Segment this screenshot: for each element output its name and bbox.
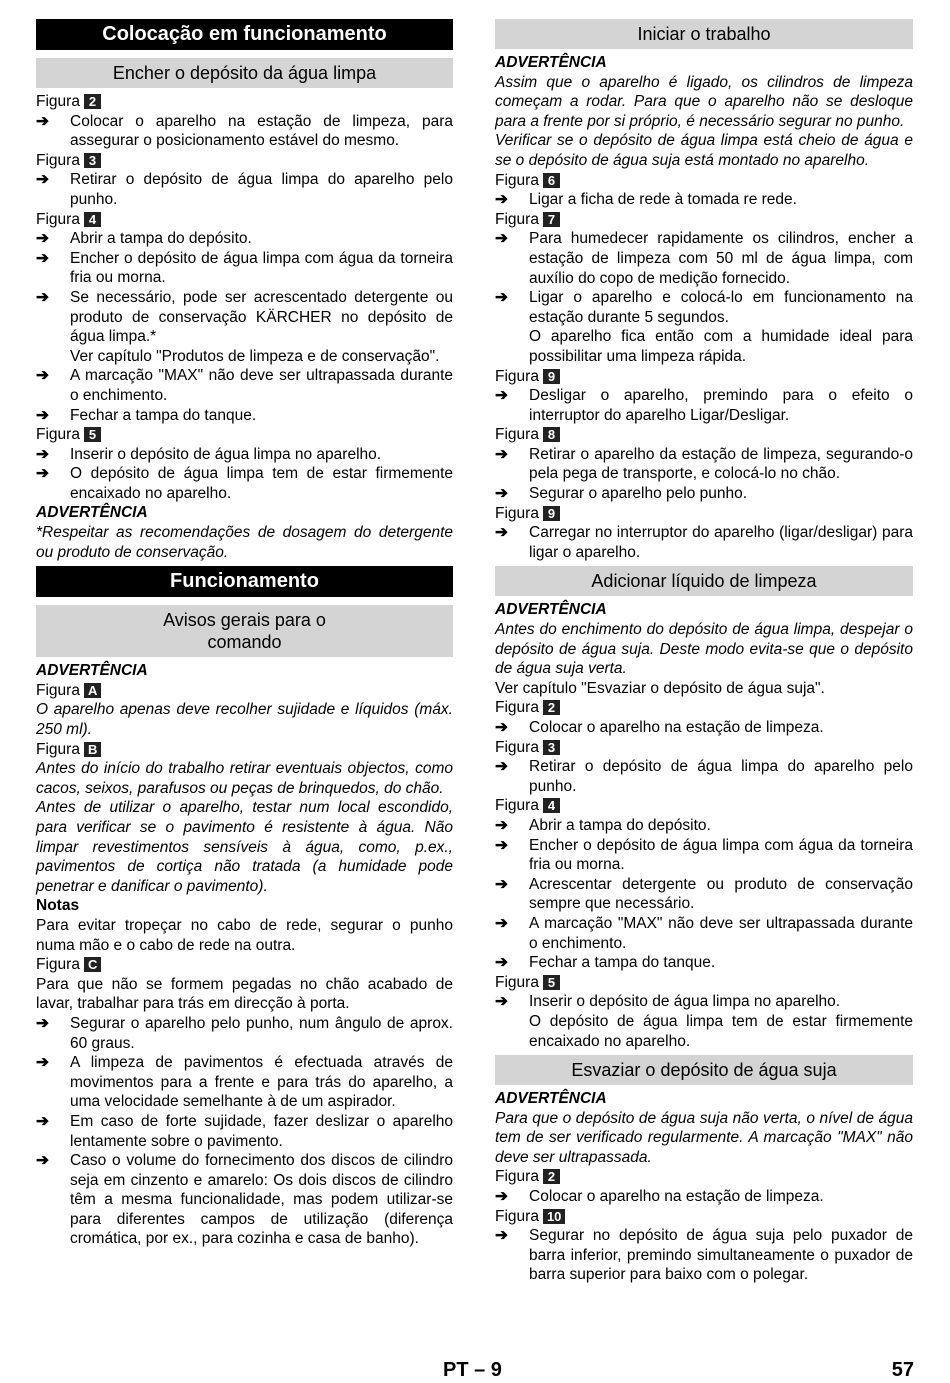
arrow-right-icon: ➔ — [36, 171, 49, 189]
warning-text: Antes de utilizar o aparelho, testar num local escondido, para verificar se o pavimento é resistente à água. Não limpar revestimentos sensíveis à água, como, p.ex., pavimentos de cortiça não tratada (a humidade pode penetrar e danificar o pavimento). — [36, 799, 453, 895]
arrow-right-icon: ➔ — [495, 1188, 508, 1206]
figure-ref: Figura B — [36, 740, 453, 760]
section-heading-setup: Colocação em funcionamento — [36, 19, 453, 50]
figure-ref: Figura 9 — [495, 504, 913, 524]
figure-ref: Figura 3 — [495, 738, 913, 758]
instruction-step: ➔ Inserir o depósito de água limpa no aparelho. — [36, 445, 382, 463]
warning-text: Para que o depósito de água suja não verta, o nível de água tem de ser verificado regularmente. A marcação "MAX" não deve ser ultrapassada. — [495, 1109, 913, 1166]
warning-text: *Respeitar as recomendações de dosagem do detergente ou produto de conservação. — [36, 524, 453, 561]
figure-ref: Figura 9 — [495, 367, 913, 387]
instruction-step: ➔ Retirar o depósito de água limpa do aparelho pelo punho. — [495, 758, 913, 795]
figure-ref: Figura A — [36, 681, 453, 701]
subsection-heading-add-cleaning-liquid: Adicionar líquido de limpeza — [495, 566, 913, 596]
instruction-step: ➔ Inserir o depósito de água limpa no aparelho. — [495, 993, 841, 1011]
instruction-step: ➔ O depósito de água limpa tem de estar firmemente encaixado no aparelho. — [36, 465, 453, 502]
instruction-step: ➔ Encher o depósito de água limpa com água da torneira fria ou morna. — [36, 249, 453, 287]
arrow-right-icon: ➔ — [36, 288, 49, 306]
footer-section-label: PT – 9 — [443, 1359, 502, 1381]
warning-text: O aparelho apenas deve recolher sujidade e líquidos (máx. 250 ml). — [36, 701, 453, 739]
figure-ref: Figura 6 — [495, 171, 913, 191]
arrow-right-icon: ➔ — [495, 836, 508, 854]
subsection-heading-empty-dirty-water: Esvaziar o depósito de água suja — [495, 1055, 913, 1085]
figure-ref: Figura 2 — [36, 92, 453, 112]
arrow-right-icon: ➔ — [36, 367, 49, 385]
figure-ref: Figura 3 — [36, 151, 453, 171]
arrow-right-icon: ➔ — [36, 1152, 49, 1170]
instruction-step: ➔ Se necessário, pode ser acrescentado detergente ou produto de conservação KÄRCHER no depósito de água limpa.* — [36, 288, 453, 346]
arrow-right-icon: ➔ — [36, 112, 49, 130]
subsection-heading-fill-clean-water: Encher o depósito da água limpa — [36, 58, 453, 88]
figure-ref: Figura 4 — [495, 796, 913, 816]
arrow-right-icon: ➔ — [495, 816, 508, 834]
warning-text: Antes do início do trabalho retirar eventuais objectos, como cacos, seixos, parafusos ou peças de brinquedos, do chão. — [36, 760, 453, 797]
arrow-right-icon: ➔ — [495, 230, 508, 248]
instruction-step: ➔ Retirar o aparelho da estação de limpeza, segurando-o pela pega de transporte, e colocá-lo no chão. — [495, 445, 913, 483]
figure-ref: Figura 7 — [495, 210, 913, 230]
right-column — [495, 19, 913, 1285]
instruction-step: ➔ A limpeza de pavimentos é efectuada através de movimentos para a frente e para trás do aparelho, a uma velocidade semelhante à de um aspirador. — [36, 1054, 453, 1111]
instruction-step: ➔ Fechar a tampa do tanque. — [36, 406, 257, 424]
instruction-step: ➔ Acrescentar detergente ou produto de conservação sempre que necessário. — [495, 875, 913, 913]
body-text: Ver capítulo "Esvaziar o depósito de água suja". — [495, 679, 825, 697]
arrow-right-icon: ➔ — [495, 719, 508, 736]
instruction-step: ➔ Ligar a ficha de rede à tomada re rede. — [495, 191, 797, 209]
arrow-right-icon: ➔ — [495, 485, 508, 503]
instruction-step: ➔ Segurar o aparelho pelo punho. — [495, 485, 748, 503]
instruction-step: ➔ Carregar no interruptor do aparelho (ligar/desligar) para ligar o aparelho. — [495, 524, 913, 561]
instruction-step: ➔ Segurar o aparelho pelo punho, num ângulo de aprox. 60 graus. — [36, 1014, 453, 1052]
warning-label: ADVERTÊNCIA — [495, 601, 607, 619]
instruction-step: ➔ Retirar o depósito de água limpa do aparelho pelo punho. — [36, 171, 453, 208]
figure-ref: Figura 8 — [495, 425, 913, 445]
figure-ref: Figura 2 — [495, 698, 913, 718]
warning-label: ADVERTÊNCIA — [495, 1090, 607, 1108]
arrow-right-icon: ➔ — [36, 406, 49, 424]
subsection-heading-start-work: Iniciar o trabalho — [495, 19, 913, 49]
section-heading-operation: Funcionamento — [36, 566, 453, 597]
left-column — [36, 19, 453, 1249]
instruction-step: ➔ Ligar o aparelho e colocá-lo em funcionamento na estação durante 5 segundos. — [495, 289, 913, 326]
arrow-right-icon: ➔ — [36, 230, 49, 248]
instruction-step: ➔ Em caso de forte sujidade, fazer deslizar o aparelho lentamente sobre o pavimento. — [36, 1112, 453, 1150]
instruction-step: ➔ Abrir a tampa do depósito. — [495, 816, 711, 834]
arrow-right-icon: ➔ — [495, 914, 508, 932]
instruction-step: ➔ Segurar no depósito de água suja pelo puxador de barra inferior, premindo simultaneamente o puxador de barra superior para baixo com o polegar. — [495, 1227, 913, 1284]
arrow-right-icon: ➔ — [495, 289, 508, 307]
body-text: Para que não se formem pegadas no chão acabado de lavar, trabalhar para trás em direcção à porta. — [36, 975, 453, 1013]
figure-ref: Figura 4 — [36, 210, 453, 230]
figure-ref: Figura 10 — [495, 1207, 913, 1227]
instruction-step: ➔ Colocar o aparelho na estação de limpeza, para assegurar o posicionamento estável do mesmo. — [36, 112, 453, 150]
notes-label: Notas — [36, 897, 80, 915]
arrow-right-icon: ➔ — [36, 249, 49, 267]
arrow-right-icon: ➔ — [495, 758, 508, 776]
arrow-right-icon: ➔ — [495, 387, 508, 405]
instruction-step: ➔ Caso o volume do fornecimento dos discos de cilindro seja em cinzento e amarelo: Os dois discos de cilindro têm a mesma funcionalidade, mas podem utilizar-se para diferentes campos de utilização (diferença cromática, por ex., para cozinha e casa de banho). — [36, 1152, 453, 1248]
instruction-step: ➔ Para humedecer rapidamente os cilindros, encher a estação de limpeza com 50 ml de água limpa, com auxílio do copo de medição fornecido. — [495, 230, 913, 287]
instruction-step: ➔ Colocar o aparelho na estação de limpeza. — [495, 1188, 824, 1206]
instruction-step: ➔ Desligar o aparelho, premindo para o efeito o interruptor do aparelho Ligar/Desligar. — [495, 387, 913, 424]
figure-ref: Figura 2 — [495, 1167, 913, 1187]
arrow-right-icon: ➔ — [495, 1227, 508, 1245]
arrow-right-icon: ➔ — [36, 465, 49, 483]
warning-label: ADVERTÊNCIA — [495, 54, 607, 71]
arrow-right-icon: ➔ — [495, 875, 508, 893]
arrow-right-icon: ➔ — [36, 1112, 49, 1130]
warning-text: Assim que o aparelho é ligado, os cilindros de limpeza começam a rodar. Para que o aparelho não se desloque para a frente por si próprio, é necessário segurar no punho. — [495, 73, 913, 130]
arrow-right-icon: ➔ — [495, 191, 508, 209]
figure-ref: Figura 5 — [495, 973, 913, 993]
instruction-step: ➔ Abrir a tampa do depósito. — [36, 230, 252, 248]
instruction-step: ➔ Fechar a tampa do tanque. — [495, 954, 716, 972]
warning-text: Antes do enchimento do depósito de água limpa, despejar o depósito de água suja. Deste modo evita-se que o depósito de água suja verta. — [495, 621, 913, 678]
instruction-step: ➔ Encher o depósito de água limpa com água da torneira fria ou morna. — [495, 836, 913, 874]
arrow-right-icon: ➔ — [36, 445, 49, 463]
warning-label: ADVERTÊNCIA — [36, 662, 148, 680]
subsection-heading-general-notes: Avisos gerais para o comando — [36, 605, 453, 657]
instruction-step: ➔ A marcação "MAX" não deve ser ultrapassada durante o enchimento. — [495, 914, 913, 952]
arrow-right-icon: ➔ — [495, 524, 508, 542]
warning-text: Verificar se o depósito de água limpa está cheio de água e se o depósito de água suja está montado no aparelho. — [495, 132, 913, 169]
page-number: 57 — [891, 1359, 914, 1381]
instruction-step: ➔ Colocar o aparelho na estação de limpeza. — [495, 719, 824, 736]
instruction-step: ➔ A marcação "MAX" não deve ser ultrapassada durante o enchimento. — [36, 367, 453, 404]
figure-ref: Figura C — [36, 955, 453, 975]
figure-ref: Figura 5 — [36, 425, 453, 445]
arrow-right-icon: ➔ — [495, 954, 508, 972]
arrow-right-icon: ➔ — [36, 1054, 49, 1072]
instruction-continuation: O aparelho fica então com a humidade ideal para possibilitar uma limpeza rápida. — [529, 328, 913, 365]
arrow-right-icon: ➔ — [36, 1014, 49, 1032]
instruction-continuation: O depósito de água limpa tem de estar firmemente encaixado no aparelho. — [529, 1012, 913, 1050]
warning-label: ADVERTÊNCIA — [36, 504, 148, 522]
notes-text: Para evitar tropeçar no cabo de rede, segurar o punho numa mão e o cabo de rede na outra. — [36, 916, 453, 954]
arrow-right-icon: ➔ — [495, 993, 508, 1011]
instruction-continuation: Ver capítulo "Produtos de limpeza e de conservação". — [70, 347, 440, 365]
arrow-right-icon: ➔ — [495, 445, 508, 463]
